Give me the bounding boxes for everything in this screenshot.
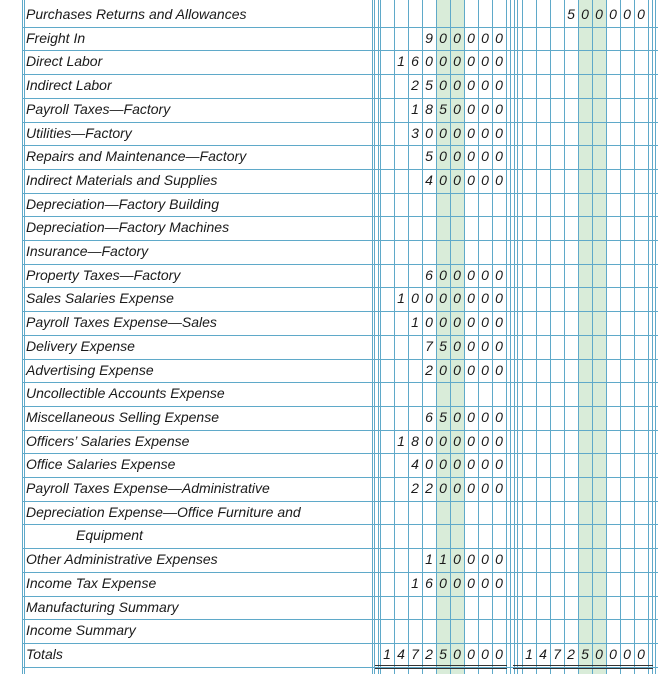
amount-digit: 0 bbox=[439, 456, 447, 473]
amount-digit: 6 bbox=[425, 574, 433, 591]
amount-digit: 0 bbox=[453, 456, 461, 473]
total-double-rule bbox=[375, 668, 507, 669]
grid-column-line bbox=[655, 0, 656, 674]
amount-digit: 0 bbox=[495, 480, 503, 496]
amount-digit: 1 bbox=[411, 314, 419, 331]
amount-digit: 0 bbox=[481, 171, 489, 188]
amount-digit: 0 bbox=[453, 171, 461, 188]
amount-digit: 4 bbox=[411, 456, 419, 473]
amount-digit: 0 bbox=[439, 480, 447, 496]
amount-digit: 0 bbox=[467, 361, 475, 378]
amount-digit: 1 bbox=[425, 551, 433, 568]
amount-digit: 0 bbox=[453, 148, 461, 165]
amount-digit: 0 bbox=[481, 551, 489, 568]
amount-digit: 0 bbox=[495, 314, 503, 331]
amount-digit: 0 bbox=[425, 432, 433, 449]
amount-digit: 4 bbox=[539, 645, 547, 662]
account-name: Purchases Returns and Allowances bbox=[26, 6, 247, 22]
amount-digit: 0 bbox=[637, 645, 645, 662]
amount-digit: 0 bbox=[467, 124, 475, 141]
account-name: Income Tax Expense bbox=[26, 574, 157, 591]
amount-digit: 1 bbox=[525, 645, 533, 662]
amount-digit: 0 bbox=[495, 645, 503, 662]
amount-digit: 0 bbox=[439, 361, 447, 378]
amount-digit: 0 bbox=[495, 124, 503, 141]
amount-digit: 0 bbox=[481, 574, 489, 591]
grid-column-line bbox=[620, 0, 621, 674]
amount-digit: 5 bbox=[439, 337, 447, 354]
grid-column-line bbox=[510, 0, 511, 674]
amount-digit: 5 bbox=[425, 148, 433, 165]
account-name: Indirect Labor bbox=[26, 77, 112, 94]
amount-digit: 1 bbox=[397, 432, 405, 449]
amount-digit: 0 bbox=[609, 645, 617, 662]
amount-digit: 0 bbox=[467, 408, 475, 425]
account-name: Insurance—Factory bbox=[26, 243, 149, 259]
grid-column-line bbox=[517, 0, 518, 674]
account-name: Uncollectible Accounts Expense bbox=[26, 385, 225, 402]
amount-digit: 0 bbox=[453, 29, 461, 46]
account-name: Direct Labor bbox=[26, 53, 103, 70]
account-name: Depreciation—Factory Machines bbox=[26, 219, 230, 236]
amount-digit: 0 bbox=[495, 432, 503, 449]
amount-digit: 3 bbox=[411, 124, 419, 141]
amount-digit: 1 bbox=[439, 551, 447, 568]
grid-row-line bbox=[23, 50, 658, 51]
amount-digit: 4 bbox=[397, 645, 405, 662]
amount-digit: 5 bbox=[439, 100, 447, 117]
grid-column-line bbox=[652, 0, 653, 674]
amount-digit: 0 bbox=[637, 6, 645, 22]
amount-digit: 0 bbox=[439, 574, 447, 591]
amount-digit: 0 bbox=[439, 124, 447, 141]
amount-digit: 0 bbox=[425, 456, 433, 473]
account-name: Delivery Expense bbox=[26, 337, 135, 354]
account-name: Payroll Taxes Expense—Sales bbox=[26, 314, 217, 331]
amount-digit: 1 bbox=[383, 645, 391, 662]
amount-digit: 0 bbox=[467, 171, 475, 188]
amount-digit: 0 bbox=[495, 29, 503, 46]
amount-digit: 0 bbox=[481, 53, 489, 70]
account-name: Freight In bbox=[26, 29, 86, 46]
grid-row-line bbox=[23, 74, 658, 75]
amount-digit: 5 bbox=[567, 6, 575, 22]
amount-digit: 5 bbox=[439, 645, 447, 662]
amount-digit: 7 bbox=[425, 337, 433, 354]
amount-digit: 0 bbox=[495, 148, 503, 165]
amount-digit: 0 bbox=[453, 432, 461, 449]
amount-digit: 0 bbox=[439, 432, 447, 449]
account-name: Income Summary bbox=[26, 622, 136, 639]
amount-digit: 0 bbox=[495, 100, 503, 117]
amount-digit: 0 bbox=[425, 290, 433, 307]
account-name: Repairs and Maintenance—Factory bbox=[26, 148, 247, 165]
amount-digit: 0 bbox=[467, 77, 475, 94]
grid-column-line bbox=[592, 0, 593, 674]
amount-digit: 0 bbox=[453, 100, 461, 117]
amount-digit: 0 bbox=[467, 29, 475, 46]
amount-digit: 0 bbox=[453, 480, 461, 496]
amount-digit: 0 bbox=[439, 266, 447, 283]
amount-digit: 0 bbox=[623, 645, 631, 662]
account-name: Office Salaries Expense bbox=[26, 456, 176, 473]
amount-digit: 0 bbox=[495, 361, 503, 378]
amount-digit: 0 bbox=[481, 29, 489, 46]
amount-digit: 8 bbox=[425, 100, 433, 117]
account-name: Advertising Expense bbox=[26, 361, 154, 378]
amount-digit: 0 bbox=[453, 290, 461, 307]
amount-digit: 0 bbox=[581, 6, 589, 22]
amount-digit: 0 bbox=[481, 100, 489, 117]
amount-digit: 0 bbox=[495, 574, 503, 591]
account-name: Depreciation—Factory Building bbox=[26, 195, 219, 212]
amount-digit: 8 bbox=[411, 432, 419, 449]
account-name: Equipment bbox=[76, 527, 143, 544]
grid-column-line bbox=[372, 0, 373, 674]
amount-digit: 0 bbox=[453, 77, 461, 94]
amount-digit: 5 bbox=[439, 408, 447, 425]
amount-digit: 0 bbox=[453, 314, 461, 331]
grid-column-line bbox=[550, 0, 551, 674]
amount-digit: 0 bbox=[467, 456, 475, 473]
amount-digit: 0 bbox=[467, 337, 475, 354]
amount-digit: 0 bbox=[481, 266, 489, 283]
amount-digit: 0 bbox=[495, 171, 503, 188]
amount-digit: 1 bbox=[411, 574, 419, 591]
amount-digit: 0 bbox=[453, 53, 461, 70]
amount-digit: 0 bbox=[595, 645, 603, 662]
amount-digit: 5 bbox=[581, 645, 589, 662]
amount-digit: 0 bbox=[439, 314, 447, 331]
amount-digit: 0 bbox=[467, 148, 475, 165]
amount-digit: 0 bbox=[481, 148, 489, 165]
account-name: Totals bbox=[26, 645, 63, 662]
amount-digit: 1 bbox=[411, 100, 419, 117]
grid-column-line bbox=[22, 0, 23, 674]
account-name: Property Taxes—Factory bbox=[26, 266, 181, 283]
amount-digit: 0 bbox=[425, 53, 433, 70]
amount-digit: 0 bbox=[495, 53, 503, 70]
amount-digit: 0 bbox=[467, 645, 475, 662]
amount-digit: 0 bbox=[467, 290, 475, 307]
account-name: Payroll Taxes—Factory bbox=[26, 100, 171, 117]
amount-digit: 0 bbox=[453, 645, 461, 662]
amount-digit: 0 bbox=[439, 77, 447, 94]
account-name: Utilities—Factory bbox=[26, 124, 132, 141]
amount-digit: 0 bbox=[495, 77, 503, 94]
amount-digit: 0 bbox=[495, 337, 503, 354]
grid-column-line bbox=[506, 0, 507, 674]
amount-digit: 0 bbox=[453, 337, 461, 354]
amount-digit: 4 bbox=[425, 171, 433, 188]
amount-digit: 0 bbox=[411, 290, 419, 307]
amount-digit: 0 bbox=[481, 337, 489, 354]
amount-digit: 0 bbox=[495, 551, 503, 568]
amount-digit: 0 bbox=[439, 171, 447, 188]
amount-digit: 0 bbox=[467, 551, 475, 568]
amount-digit: 0 bbox=[439, 53, 447, 70]
grid-column-line bbox=[394, 0, 395, 674]
amount-digit: 0 bbox=[467, 432, 475, 449]
amount-digit: 2 bbox=[567, 645, 575, 662]
amount-digit: 0 bbox=[425, 314, 433, 331]
amount-digit: 1 bbox=[397, 290, 405, 307]
amount-digit: 0 bbox=[453, 408, 461, 425]
grid-column-line bbox=[24, 0, 25, 674]
amount-digit: 0 bbox=[623, 6, 631, 22]
amount-digit: 0 bbox=[467, 314, 475, 331]
amount-digit: 0 bbox=[481, 645, 489, 662]
grid-column-line bbox=[522, 0, 523, 674]
amount-digit: 0 bbox=[595, 6, 603, 22]
grid-column-line bbox=[634, 0, 635, 674]
amount-digit: 2 bbox=[425, 645, 433, 662]
amount-digit: 0 bbox=[495, 408, 503, 425]
amount-digit: 0 bbox=[453, 551, 461, 568]
amount-digit: 0 bbox=[481, 77, 489, 94]
amount-digit: 7 bbox=[411, 645, 419, 662]
amount-digit: 0 bbox=[439, 290, 447, 307]
grid-column-line bbox=[378, 0, 379, 674]
grid-column-line bbox=[380, 0, 381, 674]
amount-digit: 0 bbox=[425, 124, 433, 141]
amount-digit: 0 bbox=[467, 266, 475, 283]
amount-digit: 0 bbox=[481, 432, 489, 449]
amount-digit: 0 bbox=[453, 124, 461, 141]
grid-column-line bbox=[578, 0, 579, 674]
account-name: Indirect Materials and Supplies bbox=[26, 171, 218, 188]
amount-digit: 2 bbox=[425, 480, 433, 496]
account-name: Other Administrative Expenses bbox=[26, 551, 218, 568]
amount-digit: 5 bbox=[425, 77, 433, 94]
grid-column-line bbox=[514, 0, 515, 674]
amount-digit: 0 bbox=[481, 124, 489, 141]
grid-column-line bbox=[564, 0, 565, 674]
amount-digit: 0 bbox=[467, 100, 475, 117]
amount-digit: 9 bbox=[425, 29, 433, 46]
amount-digit: 1 bbox=[397, 53, 405, 70]
amount-digit: 0 bbox=[439, 148, 447, 165]
account-name: Officers’ Salaries Expense bbox=[26, 432, 190, 449]
amount-digit: 0 bbox=[453, 266, 461, 283]
grid-column-line bbox=[374, 0, 375, 674]
grid-row-line bbox=[23, 27, 658, 28]
amount-digit: 2 bbox=[411, 77, 419, 94]
amount-digit: 0 bbox=[495, 456, 503, 473]
amount-digit: 0 bbox=[467, 574, 475, 591]
account-name: Sales Salaries Expense bbox=[26, 290, 174, 307]
amount-digit: 0 bbox=[481, 361, 489, 378]
amount-digit: 0 bbox=[467, 480, 475, 496]
amount-digit: 0 bbox=[481, 408, 489, 425]
amount-digit: 0 bbox=[495, 266, 503, 283]
grid-column-line bbox=[536, 0, 537, 674]
amount-digit: 2 bbox=[425, 361, 433, 378]
amount-digit: 7 bbox=[553, 645, 561, 662]
account-name: Depreciation Expense—Office Furniture and bbox=[26, 503, 301, 520]
total-double-rule bbox=[513, 668, 653, 669]
amount-digit: 0 bbox=[453, 574, 461, 591]
amount-digit: 0 bbox=[481, 480, 489, 496]
amount-digit: 0 bbox=[481, 456, 489, 473]
account-name: Payroll Taxes Expense—Administrative bbox=[26, 480, 270, 496]
amount-digit: 0 bbox=[609, 6, 617, 22]
amount-digit: 6 bbox=[411, 53, 419, 70]
amount-digit: 0 bbox=[439, 29, 447, 46]
amount-digit: 6 bbox=[425, 408, 433, 425]
account-name: Miscellaneous Selling Expense bbox=[26, 408, 219, 425]
grid-column-line bbox=[648, 0, 649, 674]
account-name: Manufacturing Summary bbox=[26, 598, 179, 615]
amount-digit: 2 bbox=[411, 480, 419, 496]
amount-digit: 0 bbox=[467, 53, 475, 70]
amount-digit: 0 bbox=[481, 314, 489, 331]
amount-digit: 0 bbox=[481, 290, 489, 307]
amount-digit: 6 bbox=[425, 266, 433, 283]
grid-column-line bbox=[606, 0, 607, 674]
amount-digit: 0 bbox=[495, 290, 503, 307]
amount-digit: 0 bbox=[453, 361, 461, 378]
